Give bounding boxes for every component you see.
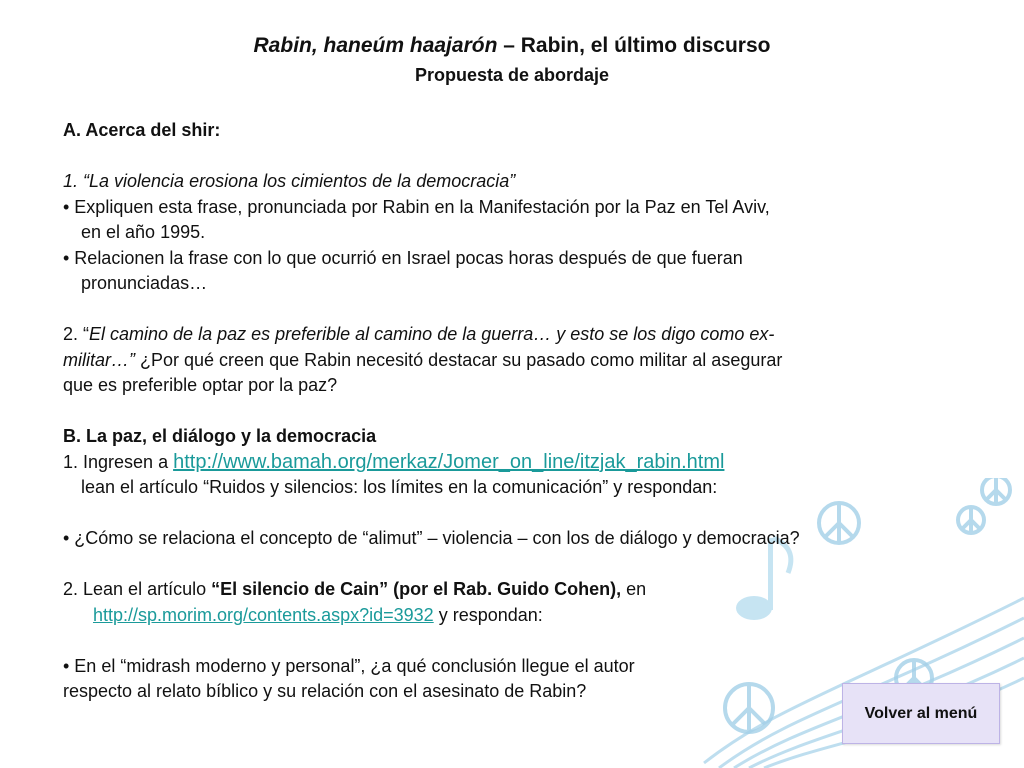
main-content	[63, 118, 963, 705]
morim-article-link[interactable]: http://sp.morim.org/contents.aspx?id=3932	[93, 604, 434, 625]
item-1-line-1	[63, 450, 963, 476]
item-1-prefix: 1. Ingresen a	[63, 451, 174, 472]
item-2-article-title: “El silencio de Cain” (por el Rab. Guido Cohen),	[211, 579, 622, 599]
item-2-suffix: en	[621, 579, 647, 599]
bullet-midrash-line-1: • En el “midrash moderno y personal”, ¿a qué conclusión llegue el autor	[63, 655, 635, 676]
question-2-quote: El camino de la paz es preferible al camino de la guerra… y esto se los digo como ex-	[89, 324, 775, 344]
section-b-heading: B. La paz, el diálogo y la democracia	[63, 426, 377, 446]
question-1-bullet-1-cont: en el año 1995.	[81, 222, 206, 242]
question-1-quote: 1. “La violencia erosiona los cimientos de la democracia”	[63, 171, 516, 191]
item-2-link-suffix: y respondan:	[433, 604, 543, 625]
title-rest: – Rabin, el último discurso	[497, 34, 771, 57]
item-2-line-1	[63, 577, 963, 603]
section-a-heading: A. Acerca del shir:	[63, 120, 221, 140]
question-2-line-3: que es preferible optar por la paz?	[63, 375, 338, 395]
bullet-question-violence: • ¿Cómo se relaciona el concepto de “alimut” – violencia – con los de diálogo y democracia?	[63, 528, 800, 548]
item-2-line-2	[63, 603, 963, 629]
question-1-bullet-1: • Expliquen esta frase, pronunciada por Rabin en la Manifestación por la Paz en Tel Aviv,	[63, 196, 770, 217]
question-2-quote-end: militar…”	[63, 349, 135, 370]
page-title	[0, 33, 1024, 59]
bullet-midrash-line-2: respecto al relato bíblico y su relación con el asesinato de Rabin?	[63, 681, 587, 701]
back-to-menu-button[interactable]: Volver al menú	[842, 683, 1000, 744]
question-2-line-2	[63, 348, 963, 374]
question-2-prefix: 2. “	[63, 324, 90, 344]
peace-sign-icon	[982, 478, 1010, 504]
page-subtitle: Propuesta de abordaje	[414, 65, 610, 85]
question-2-line-1	[63, 322, 963, 348]
bamah-article-link[interactable]: http://www.bamah.org/merkaz/Jomer_on_line/itzjak_rabin.html	[173, 450, 725, 473]
question-1-bullet-2: • Relacionen la frase con lo que ocurrió en Israel pocas horas después de que fueran	[63, 247, 743, 268]
question-1-bullet-2-cont: pronunciadas…	[81, 273, 208, 293]
title-italic: Rabin, haneúm haajarón	[253, 34, 498, 57]
item-2-prefix: 2. Lean el artículo	[63, 579, 212, 599]
item-1-line-2: lean el artículo “Ruidos y silencios: los límites en la comunicación” y respondan:	[81, 477, 718, 497]
question-2-text: ¿Por qué creen que Rabin necesitó destacar su pasado como militar al asegurar	[135, 349, 783, 370]
